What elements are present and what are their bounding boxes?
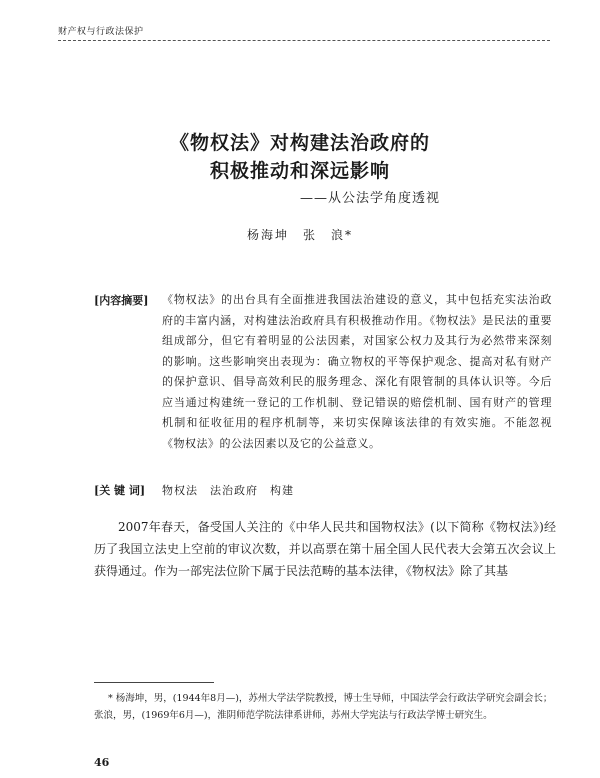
article-title-line-1: 《物权法》对构建法治政府的: [169, 132, 430, 154]
body-paragraph: 2007年春天，备受国人关注的《中华人民共和国物权法》(以下简称《物权法》)经历了我国立法史上空前的审议次数，并以高票在第十届全国人民代表大会第五次会议上获得通过。作为一部宪法位阶下属于民法范畴的基本法律，《物权法》除了其基: [94, 520, 556, 578]
footnote-divider: [94, 682, 214, 683]
page-number: 46: [94, 756, 110, 769]
keywords-text: 物权法 法治政府 构建: [162, 484, 294, 497]
running-head: 财产权与行政法保护: [58, 27, 144, 37]
article-subtitle: ——从公法学角度透视: [300, 191, 441, 206]
header-divider: [58, 40, 550, 41]
abstract-text: 《物权法》的出台具有全面推进我国法治建设的意义，其中包括充实法治政府的丰富内涵，对构建法治政府具有积极推动作用。《物权法》是民法的重要组成部分，但它有着明显的公法因素，对国家公权力及其行为必然带来深刻的影响。这些影响突出表现为：确立物权的平等保护观念、提高对私有财产的保护意识、倡导高效利民的服务理念、深化有限管制的具体认识等。今后应当通过构建统一登记的工作机制、登记错误的赔偿机制、国有财产的管理机制和征收征用的程序机制等，来切实保障该法律的有效实施。不能忽视《物权法》的公法因素以及它的公益意义。: [162, 293, 552, 450]
abstract-label: [内容摘要]: [94, 294, 149, 307]
keywords-label: [关 键 词]: [94, 484, 146, 497]
article-authors: 杨海坤 张 浪*: [246, 228, 353, 242]
article-title-line-2: 积极推动和深远影响: [209, 160, 390, 182]
author-footnote: * 杨海坤，男，(1944年8月—)，苏州大学法学院教授，博士生导师，中国法学会行政法学研究会副会长；张浪，男，(1969年6月—)，淮阴师范学院法律系讲师，苏州大学宪法与行政法学博士研究生。: [94, 693, 553, 721]
